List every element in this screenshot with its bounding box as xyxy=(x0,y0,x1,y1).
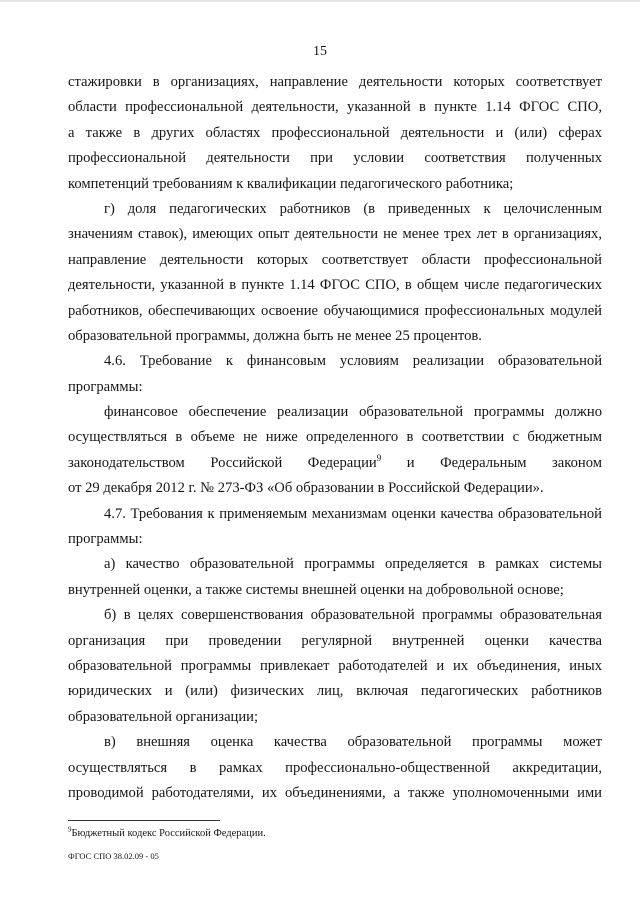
text-line: программы: xyxy=(68,531,143,548)
text-line: а) качество образовательной программы определяется в рамках системы xyxy=(104,556,602,573)
footnote-reference: 9 xyxy=(376,453,382,463)
paragraph xyxy=(68,400,602,502)
text-line: программы: xyxy=(68,378,143,395)
text-line: юридических и (или) физических лиц, включая педагогических работников xyxy=(68,683,602,700)
text-line: проводимой работодателями, их объединениями, а также уполномоченными ими xyxy=(68,784,602,801)
footnote-text: Бюджетный кодекс Российской Федерации. xyxy=(71,828,266,839)
text-line: б) в целях совершенствования образовательной программы образовательная xyxy=(104,607,602,624)
text-line: образовательной программы, должна быть не менее 25 процентов. xyxy=(68,327,482,344)
text-line: области профессиональной деятельности, указанной в пункте 1.14 ФГОС СПО, xyxy=(68,99,602,116)
top-edge-line xyxy=(0,0,640,2)
paragraph xyxy=(68,603,602,730)
paragraph xyxy=(68,552,602,603)
text-line: в) внешняя оценка качества образовательной программы может xyxy=(104,734,602,751)
text-line: организация при проведении регулярной внутренней оценки качества xyxy=(68,632,602,649)
text-line: образовательной организации; xyxy=(68,708,259,725)
page-number: 15 xyxy=(313,44,327,59)
text-line: профессиональной деятельности при условии соответствия полученных xyxy=(68,150,602,167)
paragraph xyxy=(68,197,602,349)
paragraph xyxy=(68,730,602,806)
text-line: осуществляться в объеме не ниже определенного в соответствии с бюджетным xyxy=(68,429,602,446)
text-line: внутренней оценки, а также системы внешней оценки на добровольной основе; xyxy=(68,581,564,598)
text-line: г) доля педагогических работников (в приведенных к целочисленным xyxy=(104,200,602,217)
text-line: финансовое обеспечение реализации образовательной программы должно xyxy=(104,404,602,421)
paragraph xyxy=(68,502,602,553)
text-line: от 29 декабря 2012 г. № 273-ФЗ «Об образовании в Российской Федерации». xyxy=(68,480,544,497)
body-text xyxy=(68,70,602,806)
footnote xyxy=(68,825,266,839)
text-line: образовательной программы привлекает работодателей и их объединения, иных xyxy=(68,657,602,674)
text-line: компетенций требованиям к квалификации педагогического работника; xyxy=(68,175,514,192)
text-line: стажировки в организациях, направление деятельности которых соответствует xyxy=(68,74,602,90)
text-line: законодательством Российской Федерации$^9$ и Федеральным законом xyxy=(68,453,602,471)
paragraph xyxy=(68,70,602,197)
text-line: направление деятельности которых соответствует области профессиональной xyxy=(68,251,602,268)
footnote-number: 9 xyxy=(68,825,72,834)
text-line: работников, обеспечивающих освоение обучающимися профессиональных модулей xyxy=(68,302,602,319)
footnote-separator xyxy=(68,820,220,821)
text-line: 4.6. Требование к финансовым условиям реализации образовательной xyxy=(104,353,602,370)
text-line: 4.7. Требования к применяемым механизмам оценки качества образовательной xyxy=(104,505,602,522)
paragraph xyxy=(68,349,602,400)
document-code: ФГОС СПО 38.02.09 - 05 xyxy=(68,851,159,861)
text-line: значениям ставок), имеющих опыт деятельности не менее трех лет в организациях, xyxy=(68,226,602,243)
text-line: а также в других областях профессиональной деятельности и (или) сферах xyxy=(68,124,602,141)
text-line: деятельности, указанной в пункте 1.14 ФГОС СПО, в общем числе педагогических xyxy=(68,277,602,294)
text-line: осуществляться в рамках профессионально-общественной аккредитации, xyxy=(68,759,602,776)
